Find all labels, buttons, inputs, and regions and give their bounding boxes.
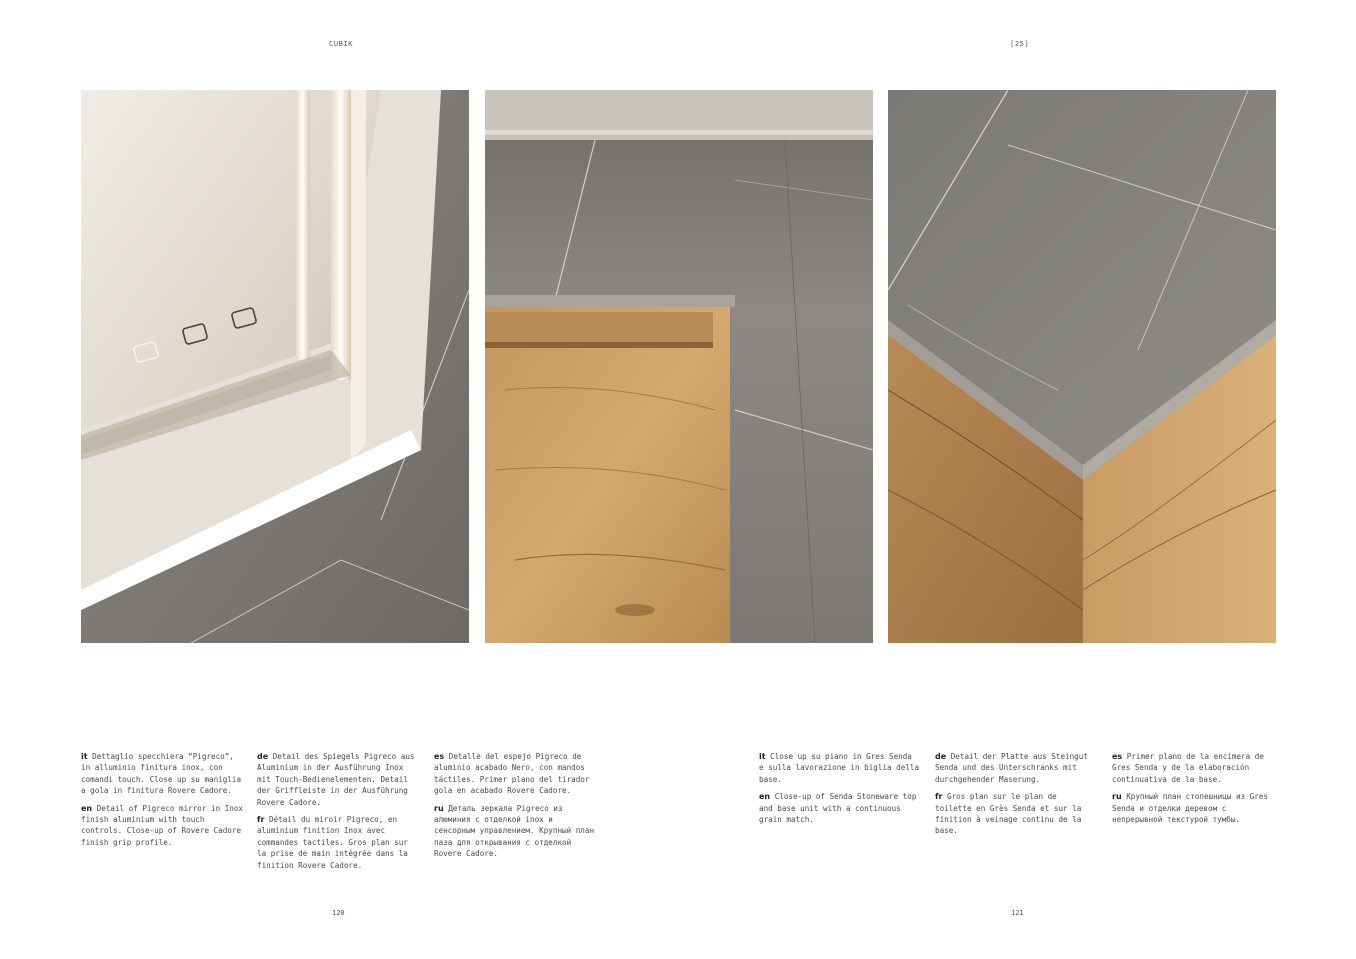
caption-column-6	[1112, 751, 1274, 831]
page-number-left: 120	[332, 909, 345, 917]
caption-column-5	[935, 751, 1097, 843]
caption-text: Détail du miroir Pigreco, en aluminium finition Inox avec commandes tactiles. Gros plan sur la prise de main intégrée dans la finition Rovere Cadore.	[257, 815, 408, 870]
caption-text: Деталь зеркала Pigreco из алюминия с отделкой inox и сенсорным управлением. Крупный план паза для открывания с отделкой Rovere Cadore.	[434, 803, 595, 859]
page-number-right: 121	[1011, 909, 1024, 917]
mirror-detail-photo	[81, 90, 469, 643]
caption-column-1	[81, 751, 243, 854]
caption-text: Detail des Spiegels Pigreco aus Aluminium in der Ausführung Inox mit Touch-Bedienelementen. Detail der Griffleiste in der Ausführung Rovere Cadore.	[257, 752, 415, 807]
caption-column-2	[257, 751, 419, 877]
lang-code: es	[1112, 752, 1123, 761]
lang-code: it	[81, 752, 88, 761]
lang-code: it	[759, 752, 766, 761]
lang-code: es	[434, 752, 445, 761]
caption-column-4	[759, 751, 921, 831]
caption-text: Dettaglio specchiera “Pigreco”, in alluminio finitura inox, con comandi touch. Close up su maniglia a gola in finitura Rovere Cadore.	[81, 752, 242, 796]
page-marker: [25]	[1010, 40, 1030, 48]
caption-text: Gros plan sur le plan de toilette en Grès Senda et sur la finition à veinage continu de la base.	[935, 792, 1082, 836]
caption-text: Detalle del espejo Pigreco de aluminio acabado Nero, con mandos táctiles. Primer plano del tirador gola en acabado Rovere Cadore.	[434, 752, 590, 796]
caption-text: Крупный план столешницы из Gres Senda и отделки деревом с непрерывной текстурой тумбы.	[1112, 792, 1268, 825]
lang-code: ru	[434, 803, 444, 813]
lang-code: de	[935, 752, 947, 761]
caption-column-3	[434, 751, 596, 866]
lang-code: fr	[935, 792, 943, 802]
running-title: CUBIK	[329, 40, 354, 48]
caption-text: Detail of Pigreco mirror in Inox finish aluminium with touch controls. Close-up of Rovere Cadore finish grip profile.	[81, 803, 244, 847]
caption-text: Close up su piano in Gres Senda e sulla lavorazione in biglia della base.	[759, 752, 920, 784]
lang-code: de	[257, 752, 269, 761]
caption-text: Detail der Platte aus Steingut Senda und des Unterschranks mit durchgehender Maserung.	[935, 752, 1088, 784]
drawer-detail-photo	[485, 90, 873, 643]
lang-code: fr	[257, 815, 265, 825]
caption-text: Primer plano de la encimera de Gres Senda y de la elaboración continuativa de la base.	[1112, 752, 1264, 784]
lang-code: en	[81, 803, 93, 813]
lang-code: en	[759, 792, 771, 802]
lang-code: ru	[1112, 792, 1122, 802]
caption-text: Close-up of Senda Stoneware top and base unit with a continuous grain match.	[759, 792, 917, 825]
top-corner-detail-photo	[888, 90, 1276, 643]
